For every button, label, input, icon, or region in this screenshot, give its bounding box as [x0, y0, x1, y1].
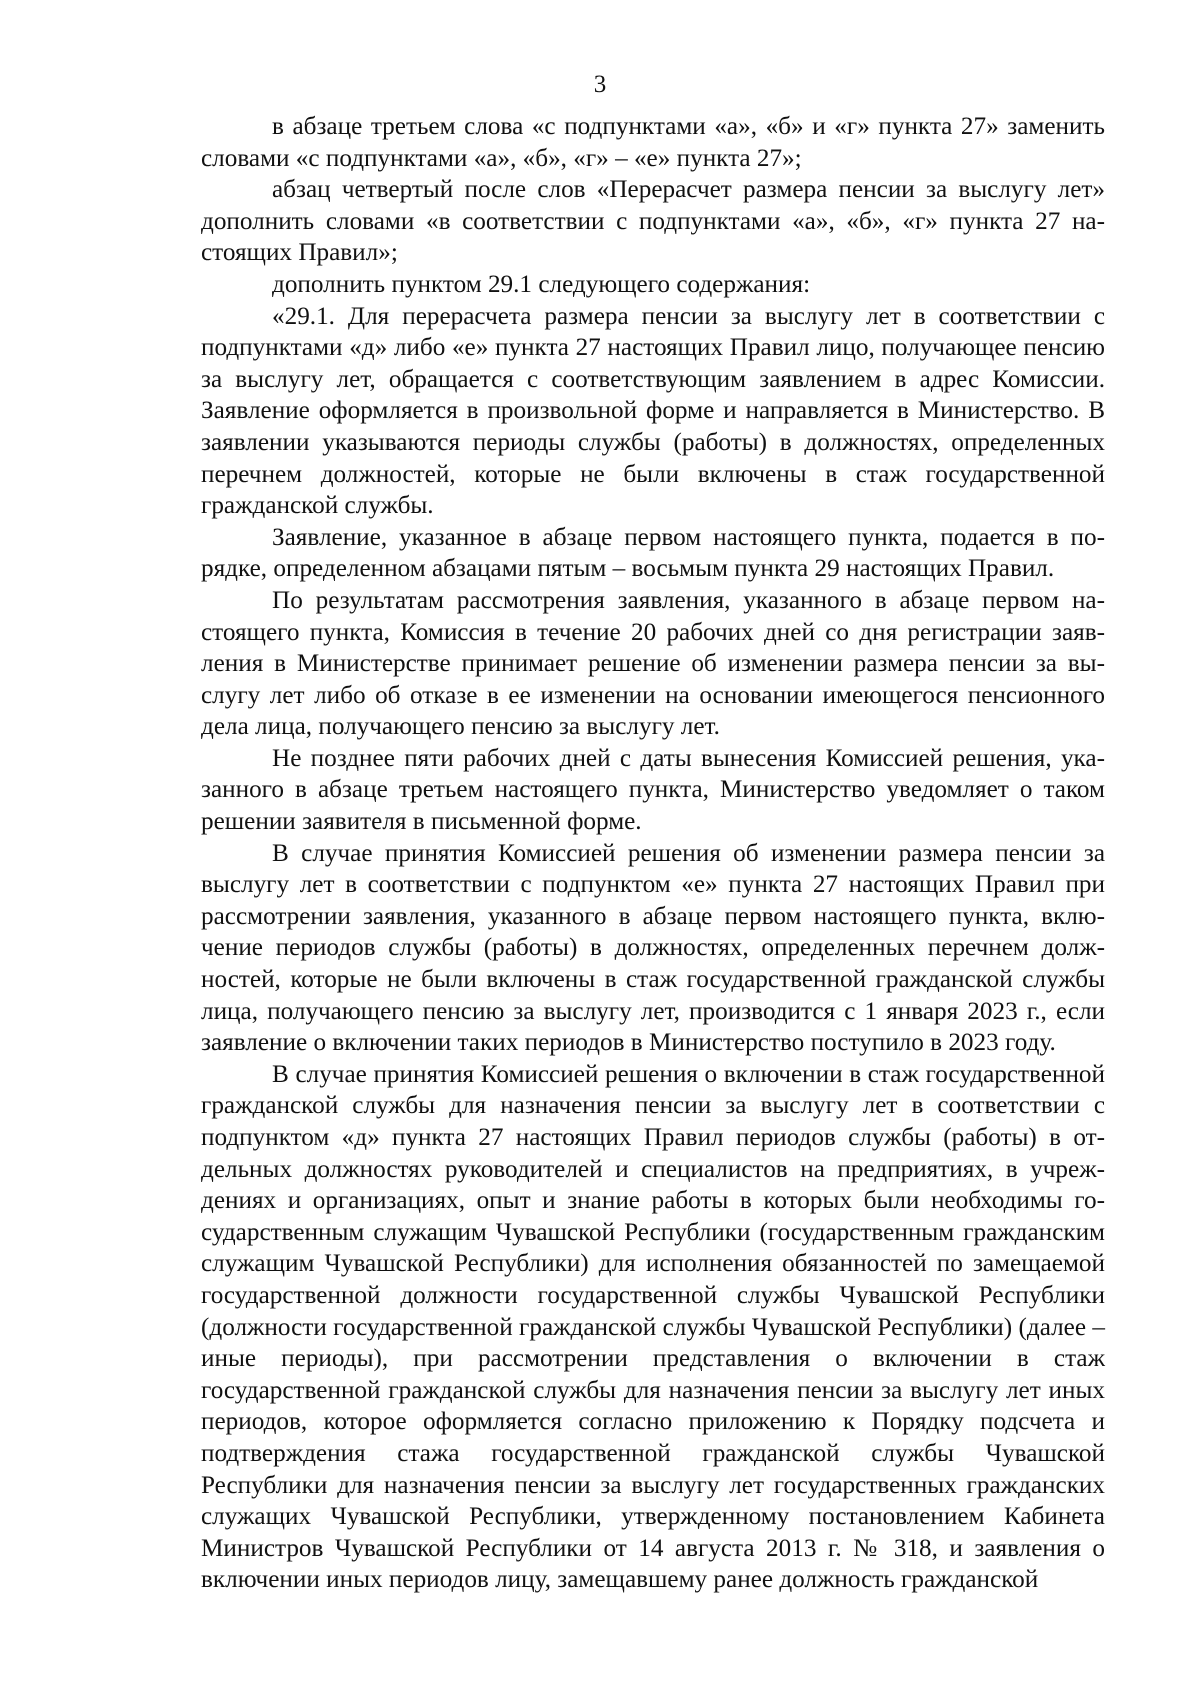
paragraph-2: абзац четвертый после слов «Перерасчет размера пенсии за выслугу лет» дополнить словами «в соответствии с подпунктами «а», «б», «г» пункта 27 настоящих Правил»; — [201, 176, 1105, 267]
document-body — [201, 111, 1105, 1596]
paragraph-5: Заявление, указанное в абзаце первом настоящего пункта, подается в порядке, определенном абзацами пятым – восьмым пункта 29 настоящих Правил. — [201, 523, 1105, 583]
paragraph-9: В случае принятия Комиссией решения о включении в стаж государственной гражданской службы для назначения пенсии за выслугу лет в соответствии с подпунктом «д» пункта 27 настоящих Правил периодов службы (работы) в отдельных должностях руководителей и специалистов на предприятиях, в учреждениях и организациях, опыт и знание работы в которых были необходимы государственным служащим Чувашской Республики (государственным гражданским служащим Чувашской Республики) для исполнения обязанностей по замещаемой государственной должности государственной службы Чувашской Республики (должности государственной гражданской службы Чувашской Республики) (далее – иные периоды), при рассмотрении представления о включении в стаж государственной гражданской службы для назначения пенсии за выслугу лет иных периодов, которое оформляется согласно приложению к Порядку подсчета и подтверждения стажа государственной гражданской службы Чувашской Республики для назначения пенсии за выслугу лет государственных гражданских служащих Чувашской Республики, утвержденному постановлением Кабинета Министров Чувашской Республики от 14 августа 2013 г. № 318, и заявления о включении иных периодов лицу, замещавшему ранее должность гражданской — [201, 1060, 1105, 1594]
paragraph-3: дополнить пунктом 29.1 следующего содержания: — [272, 270, 811, 298]
paragraph-6: По результатам рассмотрения заявления, указанного в абзаце первом настоящего пункта, Комиссия в течение 20 рабочих дней со дня регистрации заявления в Министерстве принимает решение об изменении размера пенсии за выслугу лет либо об отказе в ее изменении на основании имеющегося пенсионного дела лица, получающего пенсию за выслугу лет. — [201, 586, 1105, 741]
paragraph-4: «29.1. Для перерасчета размера пенсии за выслугу лет в соответствии с подпунктами «д» либо «е» пункта 27 настоящих Правил лицо, получающее пенсию за выслугу лет, обращается с соответствующим заявлением в адрес Комиссии. Заявление оформляется в произвольной форме и направляется в Министерство. В заявлении указываются периоды службы (работы) в должностях, определенных перечнем должностей, которые не были включены в стаж государственной гражданской службы. — [201, 302, 1105, 520]
page-number: 3 — [593, 71, 607, 98]
paragraph-1: в абзаце третьем слова «с подпунктами «а», «б» и «г» пункта 27» заменить словами «с подпунктами «а», «б», «г» – «е» пункта 27»; — [201, 113, 1105, 172]
paragraph-8: В случае принятия Комиссией решения об изменении размера пенсии за выслугу лет в соответствии с подпунктом «е» пункта 27 настоящих Правил при рассмотрении заявления, указанного в абзаце первом настоящего пункта, включение периодов службы (работы) в должностях, определенных перечнем должностей, которые не были включены в стаж государственной гражданской службы лица, получающего пенсию за выслугу лет, производится с 1 января 2023 г., если заявление о включении таких периодов в Министерство поступило в 2023 году. — [201, 839, 1105, 1057]
paragraph-7: Не позднее пяти рабочих дней с даты вынесения Комиссией решения, указанного в абзаце третьем настоящего пункта, Министерство уведомляет о таком решении заявителя в письменной форме. — [201, 744, 1105, 836]
